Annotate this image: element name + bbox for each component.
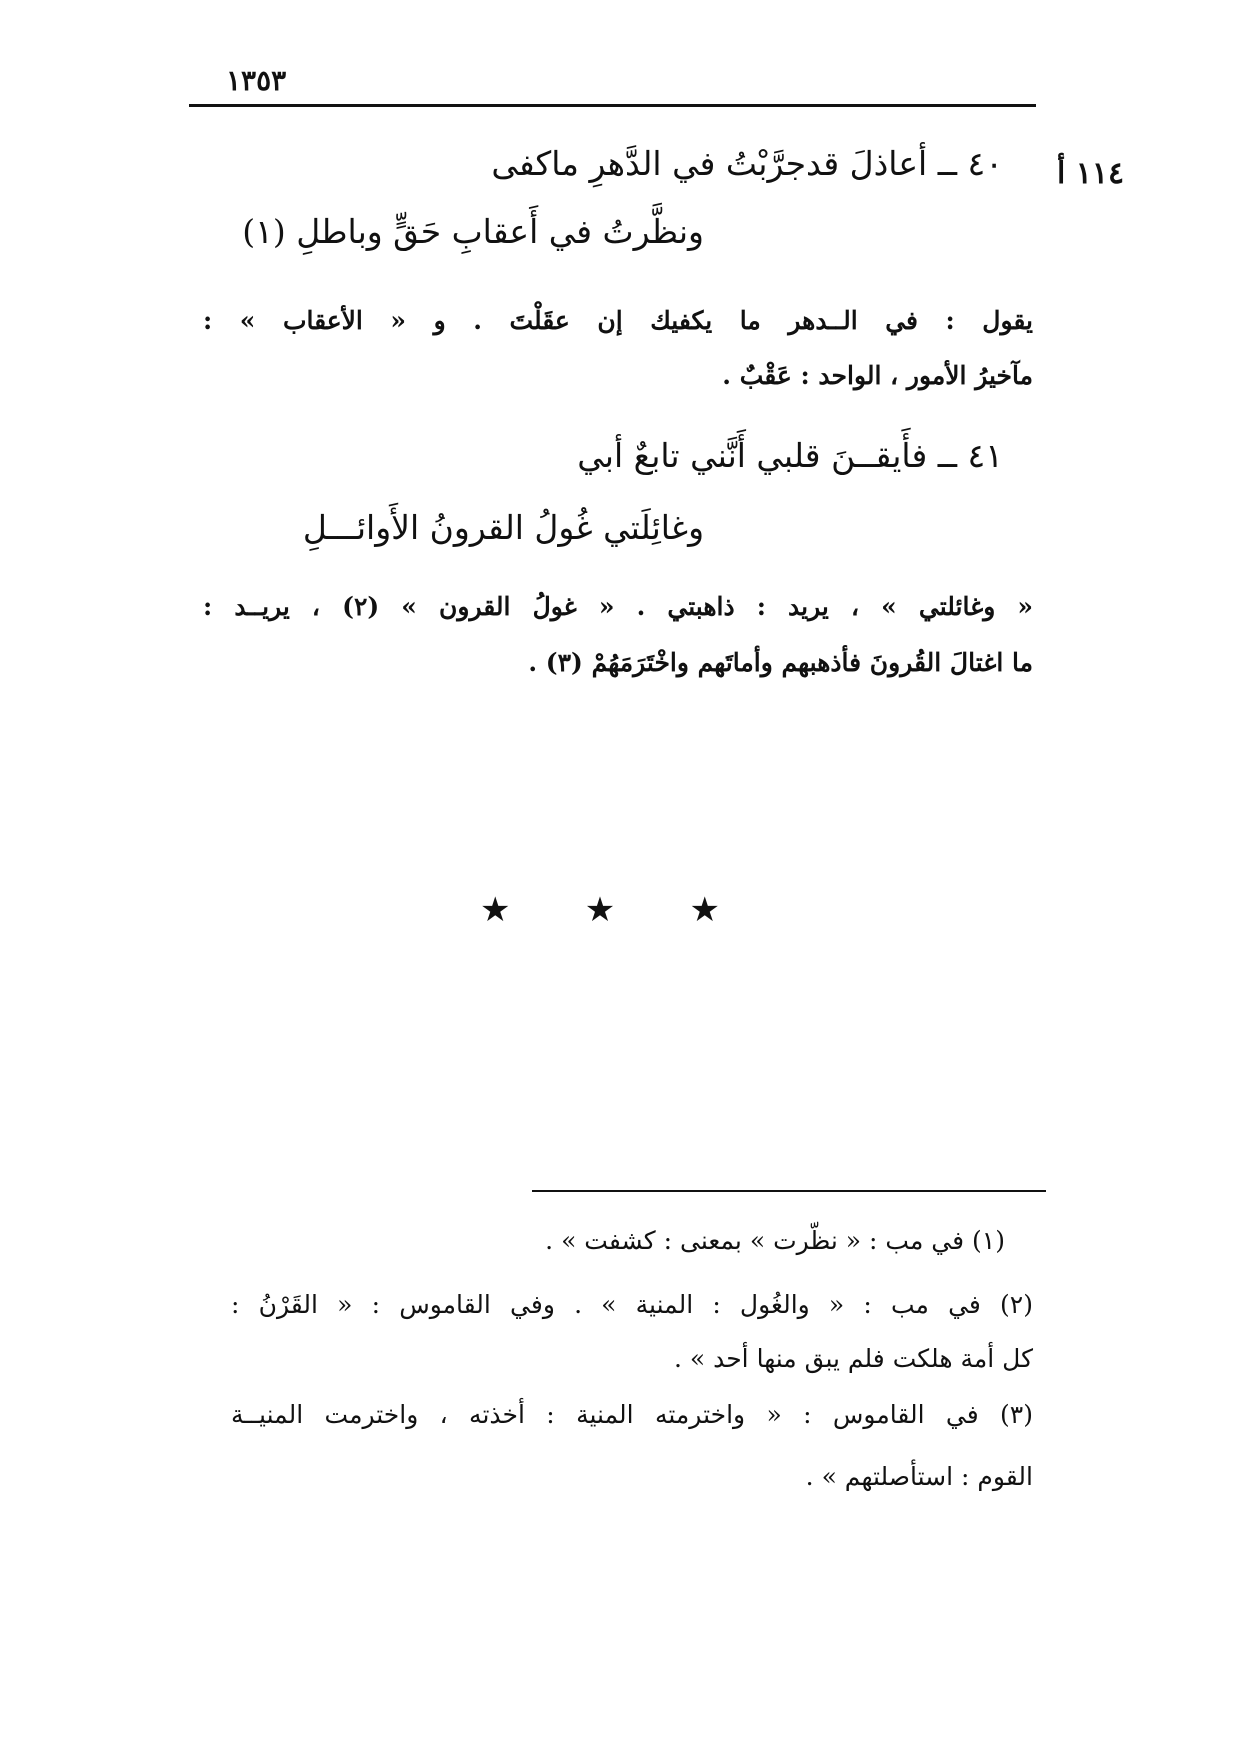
- manuscript-folio-marker: ١١٤ أ: [1057, 156, 1125, 191]
- footnote-2: (٢) في مب : « والغُول : المنية » . وفي القاموس : « القَرْنُ :: [231, 1290, 1033, 1319]
- star-icon: ★: [480, 890, 511, 930]
- header-rule: [189, 104, 1036, 107]
- star-icon: ★: [689, 890, 720, 930]
- commentary-line: ما اغتالَ القُرونَ فأذهبهم وأماتَهم واخْتَرَمَهُمْ (٣) .: [528, 648, 1033, 677]
- footnote-3-continuation: القوم : استأصلتهم » .: [805, 1462, 1033, 1491]
- page-number: ١٣٥٣: [226, 64, 287, 97]
- commentary-line: مآخيرُ الأمور ، الواحد : عَقْبٌ .: [722, 361, 1033, 390]
- verse-40-second-hemistich: ونظَّرتُ في أَعقابِ حَقٍّ وباطلِ (١): [242, 212, 704, 251]
- commentary-line: يقول : في الــدهر ما يكفيك إن عقَلْتَ . و « الأعقاب » :: [203, 306, 1033, 335]
- verse-41-first-hemistich: ٤١ ــ فأَيقــنَ قلبي أَنَّني تابعٌ أبي: [577, 436, 1003, 475]
- commentary-line: « وغائلتي » ، يريد : ذاهبتي . « غولُ القرون » (٢) ، يريــد :: [203, 592, 1033, 621]
- footnote-rule: [532, 1190, 1046, 1192]
- star-icon: ★: [584, 890, 616, 930]
- verse-40-first-hemistich: ٤٠ ــ أعاذلَ قدجرَّبْتُ في الدَّهرِ ماكفى: [491, 144, 1003, 183]
- verse-41-second-hemistich: وغائِلَتي غُولُ القرونُ الأَوائـــلِ: [302, 508, 704, 547]
- section-divider-stars: [480, 890, 720, 930]
- footnote-2-continuation: كل أمة هلكت فلم يبق منها أحد » .: [673, 1344, 1033, 1373]
- footnote-1: (١) في مب : « نظّرت » بمعنى : كشفت » .: [545, 1226, 1005, 1255]
- footnote-3: (٣) في القاموس : « واخترمته المنية : أخذته ، واخترمت المنيــة: [231, 1400, 1033, 1429]
